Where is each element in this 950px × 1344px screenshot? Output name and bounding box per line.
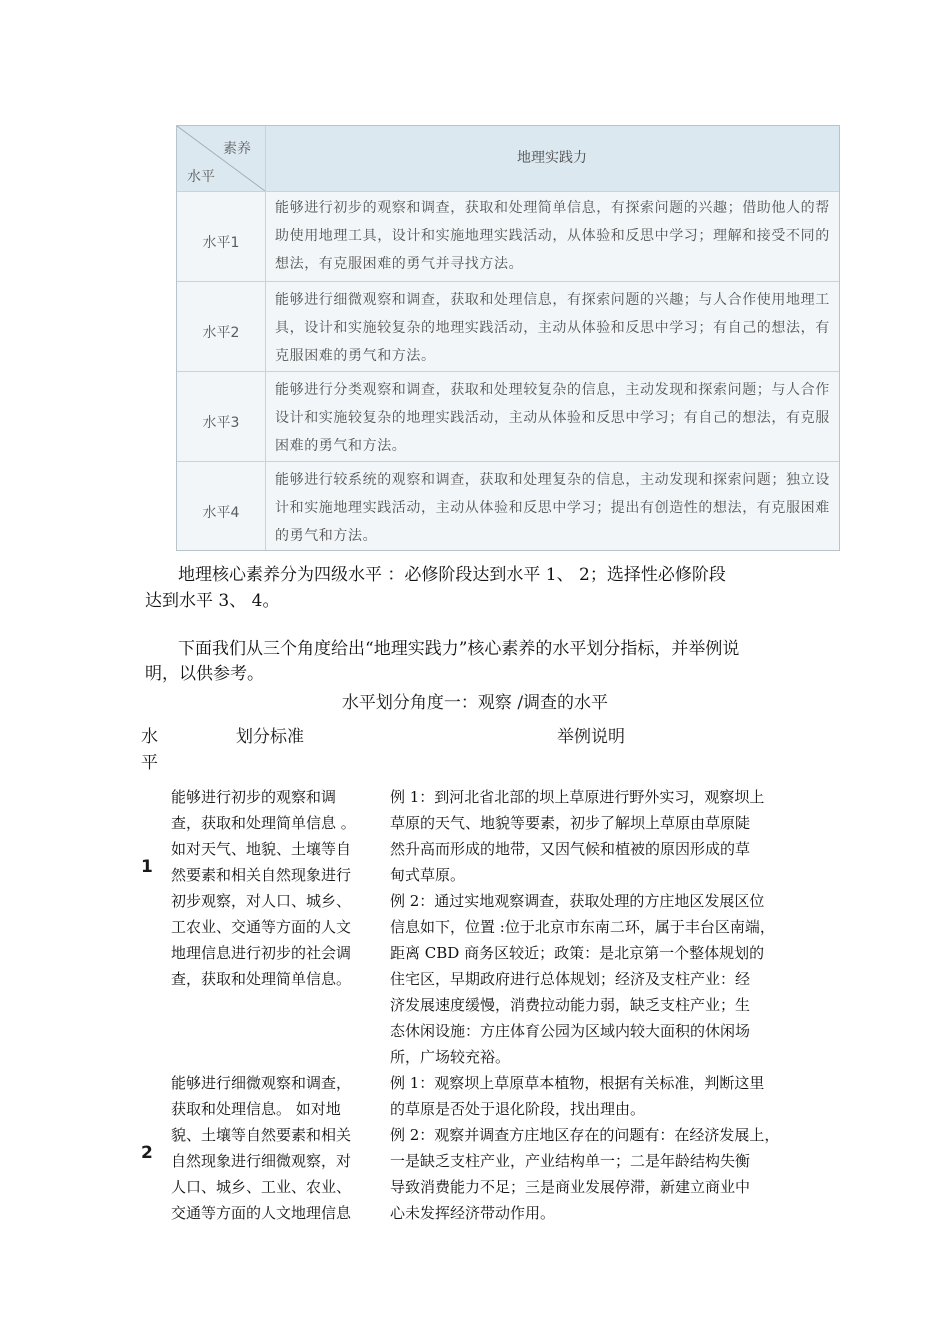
standard-line: 获取和处理信息。 如对地 xyxy=(171,1100,341,1118)
literacy-level-table-image xyxy=(176,125,840,551)
column-header-level-1: 水 xyxy=(141,727,158,747)
example-line: 甸式草原。 xyxy=(390,866,466,884)
example-line: 信息如下，位置 :位于北京市东南二环，属于丰台区南端， xyxy=(390,918,775,936)
example-line: 草原的天气、地貌等要素，初步了解坝上草原由草原陡 xyxy=(390,814,751,832)
example-line: 住宅区，早期政府进行总体规划；经济及支柱产业：经 xyxy=(390,970,751,988)
section-title: 水平划分角度一：观察 /调查的水平 xyxy=(341,693,609,713)
example-line: 距离 CBD 商务区较近；政策：是北京第一个整体规划的 xyxy=(390,944,765,962)
row-divider xyxy=(177,191,839,192)
level-examples xyxy=(390,784,802,1070)
column-header-standard: 划分标准 xyxy=(236,727,304,747)
table-level-description: 能够进行分类观察和调查，获取和处理较复杂的信息，主动发现和探索问题；与人合作设计和实施较复杂的地理实践活动，主动从体验和反思中学习；有自己的想法，有克服困难的勇气和方法。 xyxy=(275,382,830,454)
standard-line: 交通等方面的人文地理信息 xyxy=(171,1204,352,1222)
example-line: 例 2：通过实地观察调查，获取处理的方庄地区发展区位 xyxy=(390,892,765,910)
standard-line: 如对天气、地貌、土壤等自 xyxy=(171,840,352,858)
column-header-level-2: 平 xyxy=(141,753,158,773)
row-divider xyxy=(177,461,839,462)
standard-line: 貌、土壤等自然要素和相关 xyxy=(171,1126,352,1144)
example-line: 所，广场较充裕。 xyxy=(390,1048,511,1066)
example-line: 的草原是否处于退化阶段，找出理由。 xyxy=(390,1100,646,1118)
paragraph-intro-line2: 明，以供参考。 xyxy=(145,664,264,684)
level-standard xyxy=(171,1070,376,1226)
level-number: 1 xyxy=(141,857,153,877)
row-divider xyxy=(177,371,839,372)
table-level-label: 水平1 xyxy=(202,235,240,251)
standard-line: 地理信息进行初步的社会调 xyxy=(171,944,352,962)
table-header-title: 地理实践力 xyxy=(517,150,587,166)
level-examples xyxy=(390,1070,802,1226)
column-header-example: 举例说明 xyxy=(557,727,625,747)
example-line: 例 1：到河北省北部的坝上草原进行野外实习，观察坝上 xyxy=(390,788,765,806)
paragraph-intro-line1: 下面我们从三个角度给出“地理实践力”核心素养的水平划分指标，并举例说 xyxy=(178,639,740,659)
row-divider xyxy=(177,281,839,282)
corner-label-level: 水平 xyxy=(187,169,215,185)
paragraph-levels-line1: 地理核心素养分为四级水平 ：必修阶段达到水平 1、 2；选择性必修阶段 xyxy=(178,565,726,585)
standard-line: 查，获取和处理简单信息 。 xyxy=(171,814,356,832)
table-level-description: 能够进行初步的观察和调查，获取和处理简单信息，有探索问题的兴趣；借助他人的帮助使用地理工具，设计和实施地理实践活动，从体验和反思中学习；理解和接受不同的想法，有克服困难的勇气并寻找方法。 xyxy=(275,200,830,272)
standard-line: 工农业、交通等方面的人文 xyxy=(171,918,352,936)
corner-label-literacy: 素养 xyxy=(223,141,251,157)
standard-line: 然要素和相关自然现象进行 xyxy=(171,866,352,884)
level-number: 2 xyxy=(141,1143,153,1163)
example-line: 心未发挥经济带动作用。 xyxy=(390,1204,556,1222)
table-level-description: 能够进行细微观察和调查，获取和处理信息，有探索问题的兴趣；与人合作使用地理工具，设计和实施较复杂的地理实践活动，主动从体验和反思中学习；有自己的想法，有克服困难的勇气和方法。 xyxy=(275,292,830,364)
standard-line: 能够进行细微观察和调查， xyxy=(171,1074,352,1092)
table-level-label: 水平4 xyxy=(202,505,240,521)
standard-line: 能够进行初步的观察和调 xyxy=(171,788,337,806)
standard-line: 查，获取和处理简单信息。 xyxy=(171,970,352,988)
level-standard xyxy=(171,784,376,992)
table-level-description: 能够进行较系统的观察和调查，获取和处理复杂的信息，主动发现和探索问题；独立设计和实施地理实践活动，主动从体验和反思中学习；提出有创造性的想法，有克服困难的勇气和方法。 xyxy=(275,472,830,544)
paragraph-levels-line2: 达到水平 3、 4。 xyxy=(145,591,280,611)
example-line: 例 2：观察并调查方庄地区存在的问题有：在经济发展上， xyxy=(390,1126,780,1144)
example-line: 导致消费能力不足；三是商业发展停滞，新建立商业中 xyxy=(390,1178,751,1196)
example-line: 例 1：观察坝上草原草本植物，根据有关标准，判断这里 xyxy=(390,1074,765,1092)
table-level-label: 水平2 xyxy=(202,325,240,341)
corner-cell xyxy=(177,126,265,191)
example-line: 济发展速度缓慢，消费拉动能力弱，缺乏支柱产业；生 xyxy=(390,996,751,1014)
standard-line: 初步观察，对人口、城乡、 xyxy=(171,892,352,910)
column-divider xyxy=(265,126,266,550)
example-line: 态休闲设施：方庄体育公园为区域内较大面积的休闲场 xyxy=(390,1022,751,1040)
standard-line: 人口、城乡、工业、农业、 xyxy=(171,1178,352,1196)
example-line: 然升高而形成的地带，又因气候和植被的原因形成的草 xyxy=(390,840,751,858)
table-level-label: 水平3 xyxy=(202,415,240,431)
standard-line: 自然现象进行细微观察，对 xyxy=(171,1152,352,1170)
example-line: 一是缺乏支柱产业，产业结构单一；二是年龄结构失衡 xyxy=(390,1152,751,1170)
